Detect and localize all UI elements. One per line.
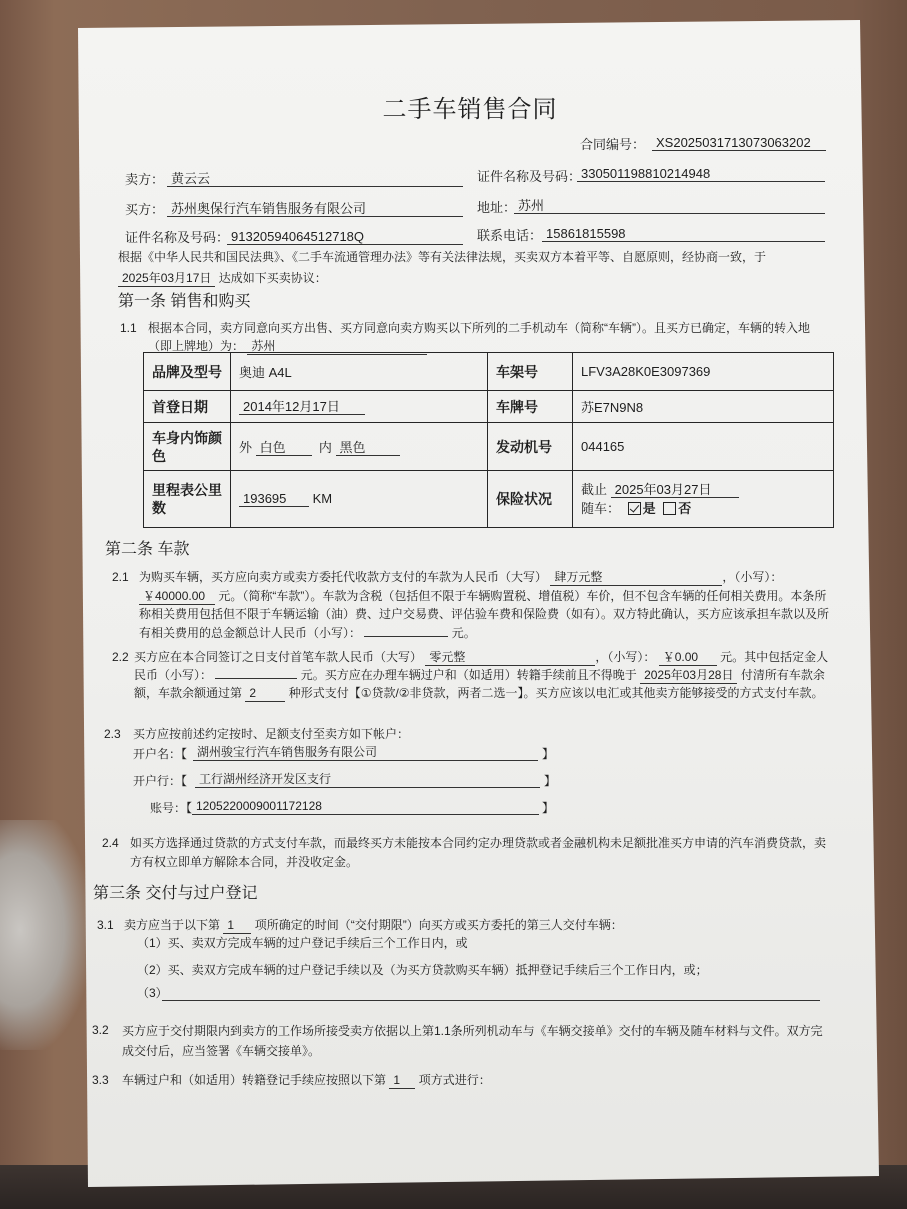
- contract-no-label: 合同编号：: [580, 137, 646, 152]
- bank-value: 工行湖州经济开发区支行: [195, 772, 540, 788]
- background-object: [0, 820, 90, 1050]
- clause-3-3-line: [122, 1071, 491, 1089]
- clause-2-2-text-3: 元。其中包括定金人民币（小写）：: [134, 650, 829, 682]
- buyer-id-label: 证件名称及号码：: [125, 230, 230, 245]
- buyer-addr-label: 地址：: [477, 200, 517, 215]
- yes-label: 是: [642, 501, 656, 516]
- brand-value: 奥迪 A4L: [231, 353, 488, 391]
- contract-no-value: XS2025031713073063202: [652, 135, 826, 151]
- plate-label: 车牌号: [488, 391, 573, 423]
- clause-3-1-line: [124, 916, 623, 934]
- bank-label: [133, 772, 187, 790]
- delivery-option-1: （1）买、卖双方完成车辆的过户登记手续后三个工作日内，或: [137, 936, 468, 950]
- clause-2-2-text-4: 元。买方应在办理车辆过户和（如适用）转籍手续前且不得晚于: [300, 668, 637, 682]
- brand-label: 品牌及型号: [144, 353, 231, 391]
- blank-line: [162, 988, 820, 1001]
- preamble-text: 根据《中华人民共和国民法典》、《二手车流通管理办法》等有关法律法规，买卖双方本着平等、自愿原则，经协商一致，于: [118, 250, 767, 264]
- reg-date-cell: [231, 391, 488, 423]
- article-2-heading: 第二条 车款: [105, 541, 190, 558]
- delivery-option-3: （3）: [137, 986, 168, 1000]
- seller-label: 卖方：: [125, 172, 165, 187]
- clause-3-3-text-2: 项方式进行：: [418, 1073, 491, 1087]
- clause-1-1-number: 1.1: [120, 321, 137, 335]
- payment-mode: 2: [245, 686, 285, 702]
- account-name-label: [133, 745, 187, 763]
- mileage-cell: [231, 471, 488, 528]
- document-title: 二手车销售合同: [382, 96, 558, 123]
- balance-due-date: 2025年03月28日: [640, 668, 737, 684]
- table-row: [144, 471, 834, 528]
- vehicle-info-table: [143, 352, 834, 528]
- mileage-label: 里程表公里数: [144, 471, 231, 528]
- checkbox-yes: [628, 502, 641, 515]
- first-payment-lowercase: ￥0.00: [659, 650, 717, 666]
- seller-id-label: 证件名称及号码：: [477, 169, 582, 184]
- insurance-cell: [573, 471, 834, 528]
- engine-label: 发动机号: [488, 423, 573, 471]
- table-row: [144, 391, 834, 423]
- mileage-unit: KM: [312, 491, 333, 506]
- vin-label: 车架号: [488, 353, 573, 391]
- bracket-open: 【: [186, 801, 193, 815]
- clause-2-3-text: 买方应按前述约定按时、足额支付至卖方如下帐户：: [133, 727, 410, 741]
- buyer-name: 苏州奥保行汽车销售服务有限公司: [167, 201, 463, 217]
- clause-3-2-paragraph: 买方应于交付期限内到卖方的工作场所接受卖方依据以上第1.1条所列机动车与《车辆交接单》交付的车辆及随车材料与文件。双方完成交付后，应当签署《车辆交接单》。: [122, 1024, 823, 1058]
- clause-2-1-text-4: 元。: [451, 625, 476, 640]
- no-label: 否: [678, 501, 692, 516]
- buyer-id-value: 91320594064512718Q: [227, 229, 463, 245]
- engine-value: 044165: [573, 423, 834, 471]
- account-name-label-text: 开户名：: [133, 747, 182, 761]
- insurance-label: 保险状况: [488, 471, 573, 528]
- clause-2-2-paragraph: [134, 648, 832, 702]
- reg-date-label: 首登日期: [144, 391, 231, 423]
- clause-3-3-number: 3.3: [92, 1073, 109, 1087]
- blank-line: [215, 666, 297, 679]
- mileage-value: 193695: [239, 491, 309, 507]
- registration-city: 苏州: [247, 339, 427, 355]
- clause-2-3-number: 2.3: [104, 727, 121, 741]
- buyer-addr-value: 苏州: [514, 198, 825, 214]
- clause-2-1-text-3: 元。（简称“车款”）。车款为含税（包括但不限于车辆购置税、增值税）车价，但不包含车辆的任何相关费用。本条所称相关费用包括但不限于车辆运输（油）费、过户交易费、评估验车费和保险费（如有）。双方特此确认，买方应该承担车款以及所有相关费用的总金额总计人民币（小写）：: [139, 588, 830, 640]
- clause-1-1-paragraph: [148, 319, 831, 355]
- bracket-open: 【: [181, 774, 188, 788]
- clause-3-3-text-1: 车辆过户和（如适用）转籍登记手续应按照以下第: [122, 1073, 387, 1087]
- clause-2-2-number: 2.2: [112, 650, 129, 664]
- clause-2-1-text-1: 为购买车辆，买方应向卖方或卖方委托代收款方支付的车款为人民币（大写）: [139, 570, 548, 584]
- account-number-label-text: 账号：: [150, 801, 187, 815]
- clause-2-1-paragraph: [139, 568, 832, 642]
- plate-value: 苏E7N9N8: [573, 391, 834, 423]
- insurance-until-row: [581, 480, 825, 499]
- price-uppercase: 肆万元整: [550, 570, 722, 586]
- buyer-phone-label: 联系电话：: [477, 228, 543, 243]
- article-3-heading: 第三条 交付与过户登记: [93, 885, 258, 902]
- price-lowercase: ￥40000.00: [139, 589, 215, 605]
- bracket-close: 】: [542, 747, 555, 761]
- seller-name: 黄云云: [167, 171, 463, 187]
- delivery-option-2: （2）买、卖双方完成车辆的过户登记手续以及（为买方贷款购买车辆）抵押登记手续后三个工作日内，或；: [137, 963, 708, 977]
- clause-2-1-text-2: ，（小写）：: [722, 570, 783, 584]
- article-1-heading: 第一条 销售和购买: [118, 293, 251, 310]
- insurance-until-date: 2025年03月27日: [611, 482, 739, 498]
- bracket-close: 】: [544, 774, 557, 788]
- agreement-date: 2025年03月17日: [118, 271, 215, 287]
- preamble-paragraph: [118, 247, 833, 289]
- exterior-label: 外: [239, 440, 253, 455]
- account-number-label: [150, 799, 192, 817]
- preamble-tail: 达成如下买卖协议：: [218, 271, 327, 285]
- clause-1-1-text: 根据本合同，卖方同意向买方出售、买方同意向卖方购买以下所列的二手机动车（简称“车辆”）。且买方已确定，车辆的转入地（即上牌地）为：: [148, 321, 810, 353]
- seller-id-value: 330501198810214948: [577, 166, 825, 182]
- clause-2-2-text-6: 种形式支付【①贷款/②非贷款，两者二选一】。买方应该以电汇或其他卖方能够接受的方式支付车款。: [288, 686, 824, 700]
- clause-2-1-number: 2.1: [112, 570, 129, 584]
- insurance-until-label: 截止: [581, 482, 608, 497]
- account-number-value: 1205220009001172128: [192, 799, 539, 815]
- bracket-close: 】: [542, 801, 555, 815]
- bank-label-text: 开户行：: [133, 774, 182, 788]
- with-car-row: [581, 499, 825, 518]
- interior-color: 黑色: [336, 440, 400, 456]
- clause-2-2-text-2: ，（小写）：: [595, 650, 656, 664]
- clause-3-1-text-2: 项所确定的时间（“交付期限”）向买方或买方委托的第三人交付车辆：: [254, 918, 623, 932]
- color-cell: [231, 423, 488, 471]
- interior-label: 内: [318, 440, 332, 455]
- account-name-value: 湖州骏宝行汽车销售服务有限公司: [193, 745, 538, 761]
- clause-2-4-number: 2.4: [102, 836, 119, 850]
- reg-date-value: 2014年12月17日: [239, 399, 365, 415]
- clause-2-4-paragraph: 如买方选择通过贷款的方式支付车款，而最终买方未能按本合同约定办理贷款或者金融机构未足额批准买方申请的汽车消费贷款，卖方有权立即单方解除本合同，并没收定金。: [130, 836, 827, 869]
- table-row: [144, 423, 834, 471]
- clause-3-2-number: 3.2: [92, 1023, 109, 1037]
- buyer-label: 买方：: [125, 202, 165, 217]
- first-payment-uppercase: 零元整: [425, 650, 595, 666]
- blank-line: [364, 624, 448, 637]
- with-car-label: 随车：: [581, 501, 621, 516]
- clause-2-2-text-1: 买方应在本合同签订之日支付首笔车款人民币（大写）: [134, 650, 423, 664]
- transfer-option-number: 1: [389, 1073, 415, 1089]
- bracket-open: 【: [181, 747, 188, 761]
- clause-3-1-text-1: 卖方应当于以下第: [124, 918, 221, 932]
- checkbox-no: [663, 502, 676, 515]
- delivery-option-number: 1: [223, 918, 251, 934]
- clause-2-2-text-5: 付清所有车款余额，车款余额通过第: [134, 668, 825, 700]
- exterior-color: 白色: [256, 440, 312, 456]
- table-row: [144, 353, 834, 391]
- buyer-phone-value: 15861815598: [542, 226, 825, 242]
- vin-value: LFV3A28K0E3097369: [573, 353, 834, 391]
- clause-3-1-number: 3.1: [97, 918, 114, 932]
- color-label: 车身内饰颜色: [144, 423, 231, 471]
